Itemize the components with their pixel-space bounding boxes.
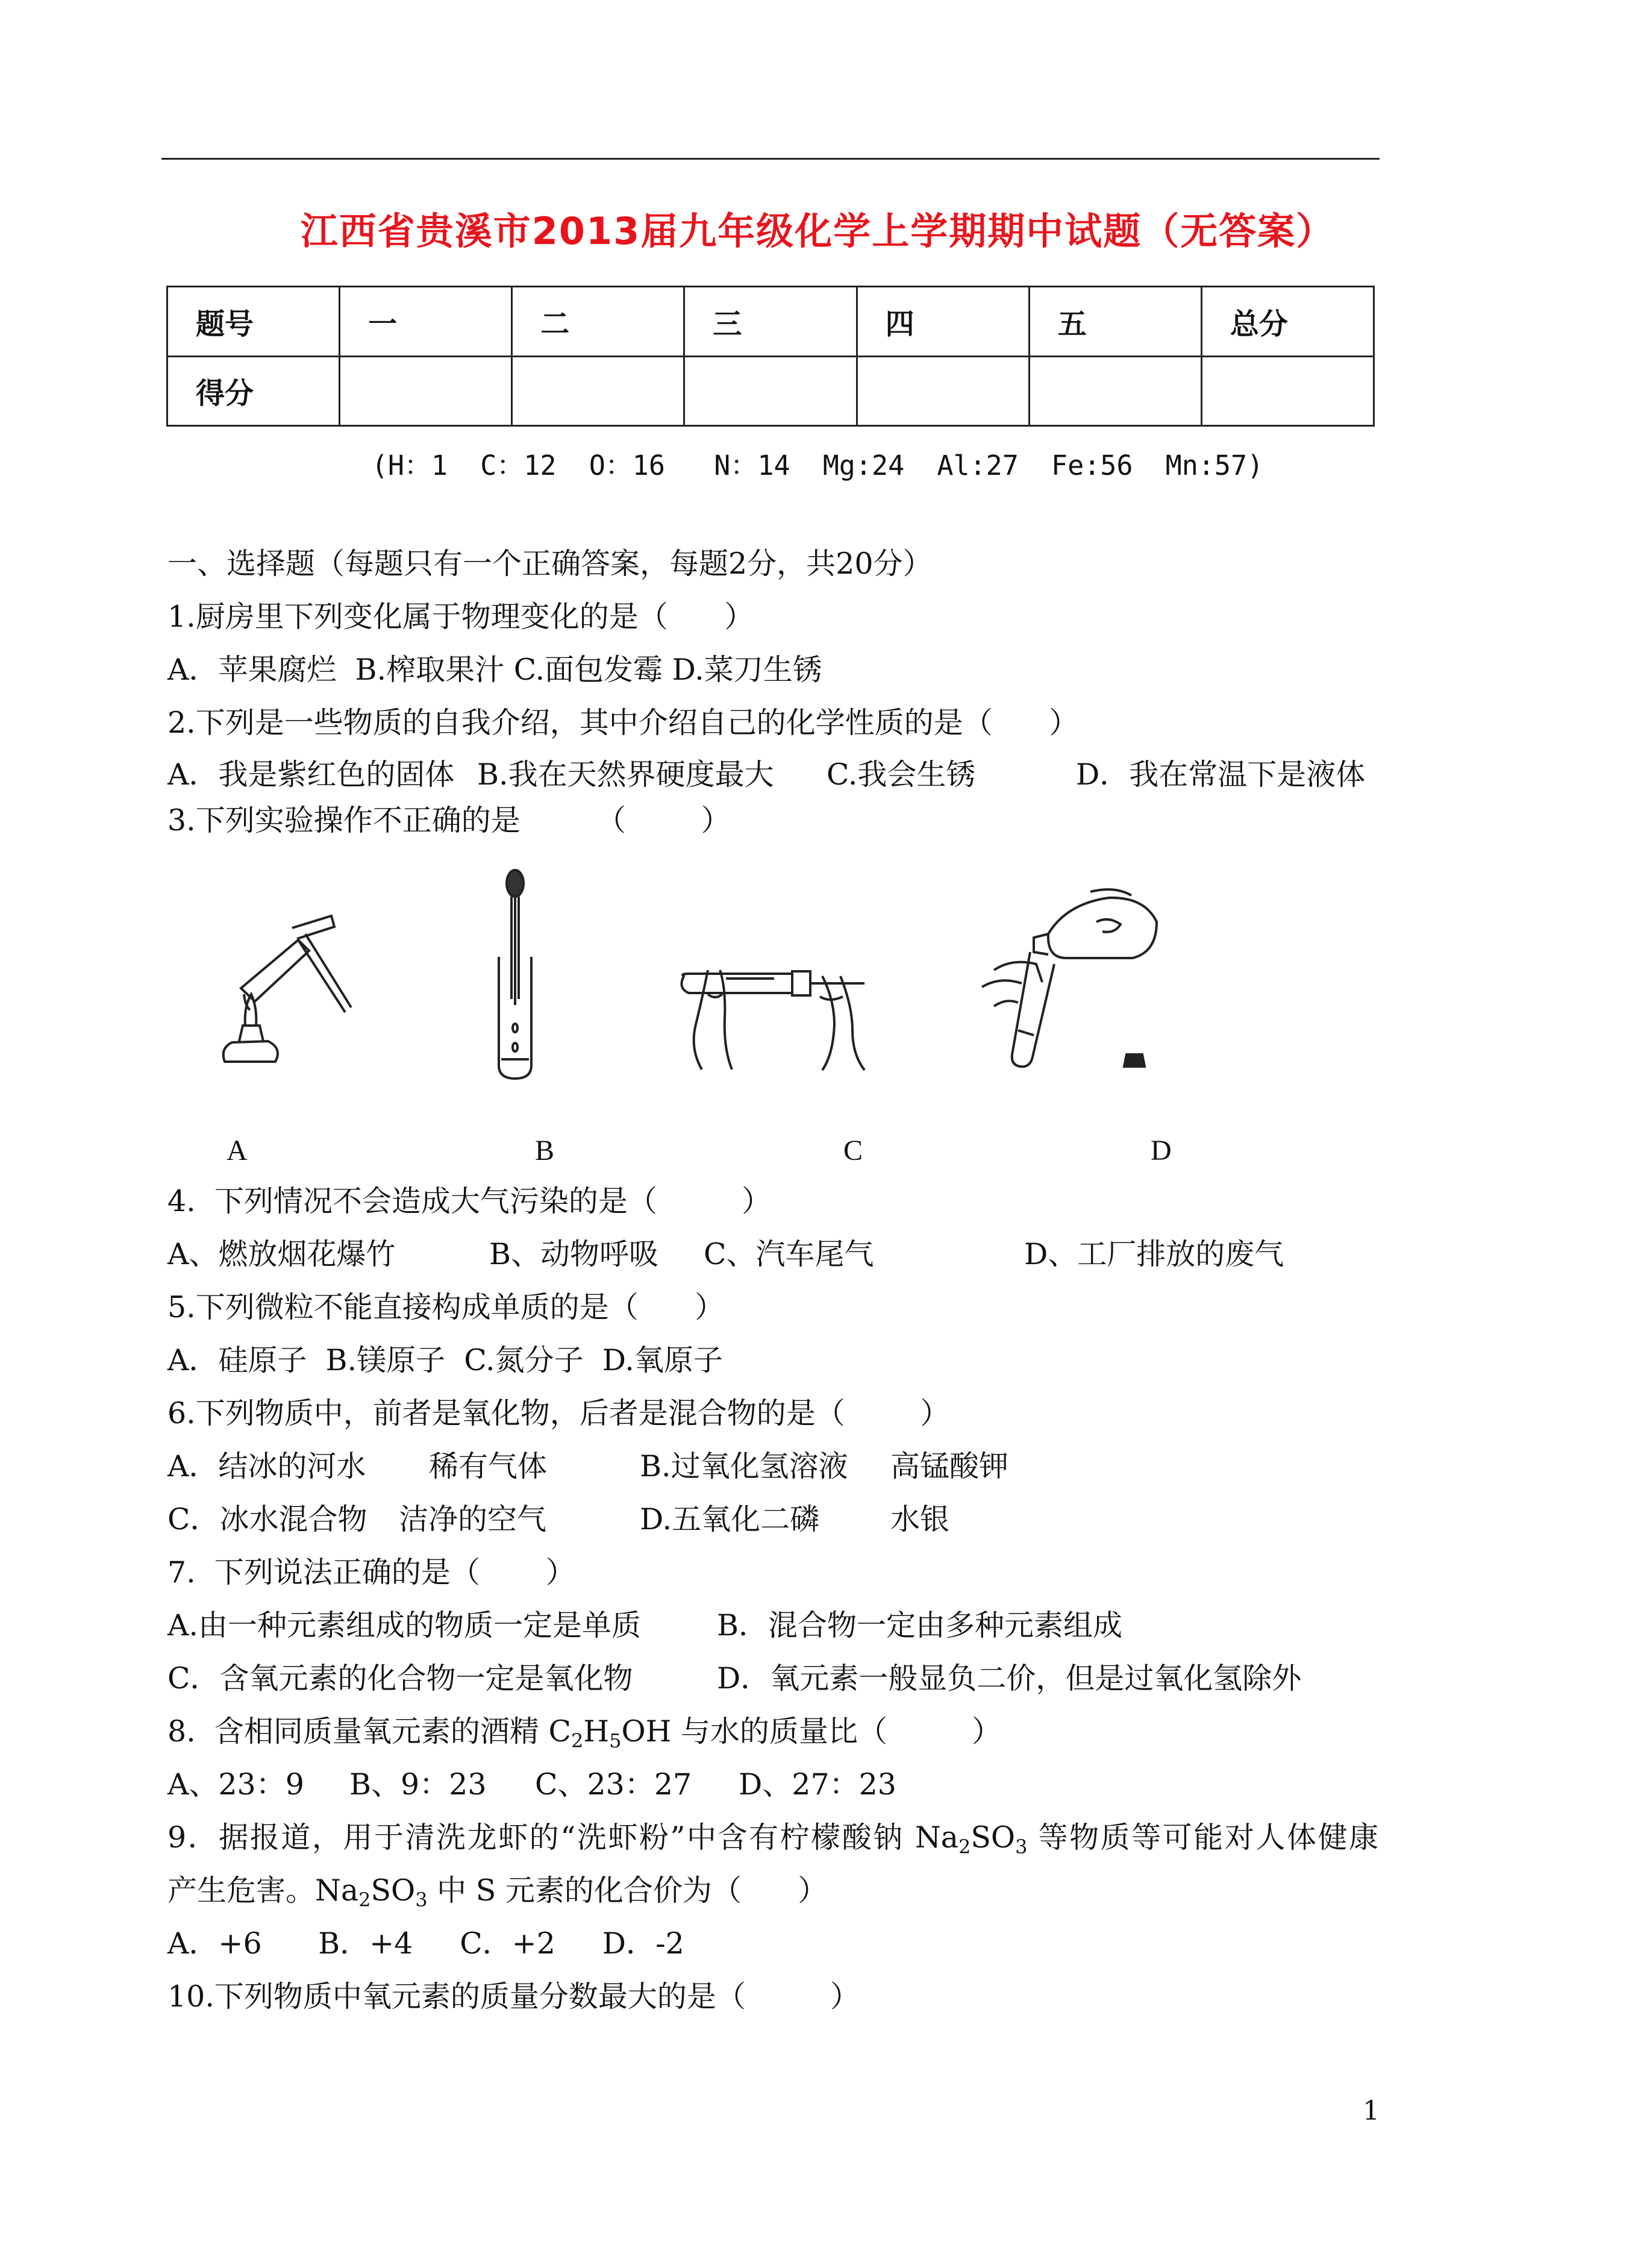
question-6-option-b-second: 高锰酸钾 [890, 1449, 1009, 1483]
question-4-option-c: C、汽车尾气 [704, 1237, 874, 1271]
score-cell: 五 [1029, 287, 1201, 357]
score-cell: 三 [684, 287, 857, 357]
question-10-stem: 10.下列物质中氧元素的质量分数最大的是（ ） [167, 1979, 860, 2014]
question-2-option-a: A．我是紫红色的固体 [167, 757, 455, 792]
question-2-option-c: C.我会生锈 [827, 757, 976, 792]
figure-b-dropper-in-tube [482, 866, 548, 1083]
score-cell: 总分 [1201, 287, 1374, 357]
score-input-cell[interactable] [512, 356, 684, 426]
question-7-option-b: B．混合物一定由多种元素组成 [717, 1608, 1123, 1643]
figure-c-hands-holding-tube [672, 952, 871, 1073]
question-8-option-c: C、23：27 [535, 1767, 692, 1802]
question-2-option-b: B.我在天然界硬度最大 [477, 757, 774, 792]
question-4-option-b: B、动物呼吸 [489, 1237, 659, 1271]
figure-label-a: A [227, 1135, 248, 1167]
figure-a-heating-test-tube [208, 868, 352, 1073]
question-9-options: A．+6 B．+4 C．+2 D．-2 [167, 1926, 684, 1961]
score-cell: 四 [857, 287, 1029, 357]
question-8-stem: 8. 含相同质量氧元素的酒精 $C_2H_5OH$ 与水的质量比（ ） [167, 1714, 1002, 1752]
figure-label-c: C [843, 1135, 863, 1167]
question-8-option-a: A、23：9 [167, 1767, 304, 1802]
question-2-option-d: D．我在常温下是液体 [1076, 757, 1366, 792]
question-3-stem: 3.下列实验操作不正确的是 [167, 803, 521, 838]
score-table [166, 286, 1375, 427]
question-6-option-c-second: 洁净的空气 [399, 1502, 547, 1537]
figure-d-pouring-into-tube [976, 880, 1169, 1073]
score-cell: 一 [340, 287, 512, 357]
question-8-option-d: D、27：23 [739, 1767, 896, 1802]
question-9-stem-line-2: 产生危害。$Na_2SO_3$ 中 S 元素的化合价为（ ） [167, 1873, 828, 1911]
score-input-cell[interactable] [1029, 356, 1201, 426]
atomic-masses: (H：1 C：12 O：16 N：14 Mg:24 Al:27 Fe:56 Mn:57) [371, 450, 1264, 481]
score-cell: 得分 [167, 356, 340, 426]
question-9-stem-line-1: 9．据报道，用于清洗龙虾的“洗虾粉”中含有柠檬酸钠 $Na_2SO_3$ 等物质等可能对人体健康 [167, 1820, 1378, 1858]
question-6-option-a-first: A．结冰的河水 [167, 1449, 366, 1483]
figure-label-d: D [1151, 1135, 1172, 1167]
question-6-option-c-first: C．冰水混合物 [167, 1502, 367, 1537]
question-2-stem: 2.下列是一些物质的自我介绍，其中介绍自己的化学性质的是（ ） [167, 706, 1079, 740]
question-8-option-b: B、9：23 [349, 1767, 487, 1802]
question-4-option-d: D、工厂排放的废气 [1024, 1237, 1284, 1271]
page-number: 1 [1363, 2096, 1380, 2126]
question-6-stem: 6.下列物质中，前者是氧化物，后者是混合物的是（ ） [167, 1396, 950, 1430]
score-input-cell[interactable] [340, 356, 512, 426]
question-5-stem: 5.下列微粒不能直接构成单质的是（ ） [167, 1290, 725, 1324]
question-4-stem: 4. 下列情况不会造成大气污染的是（ ） [167, 1184, 772, 1218]
question-1-stem: 1.厨房里下列变化属于物理变化的是（ ） [167, 600, 754, 634]
score-input-cell[interactable] [857, 356, 1029, 426]
question-6-option-a-second: 稀有气体 [429, 1449, 548, 1483]
header-rule [161, 158, 1380, 160]
question-6-option-d-first: D.五氧化二磷 [640, 1502, 820, 1537]
question-7-option-d: D．氧元素一般显负二价，但是过氧化氢除外 [717, 1661, 1302, 1696]
page-title: 江西省贵溪市2013届九年级化学上学期期中试题（无答案） [300, 209, 1335, 253]
figure-label-b: B [535, 1135, 555, 1167]
question-7-stem: 7. 下列说法正确的是（ ） [167, 1555, 575, 1590]
question-3-blank: （ ） [596, 803, 731, 838]
score-cell: 题号 [167, 287, 340, 357]
score-cell: 二 [512, 287, 684, 357]
question-6-option-b-first: B.过氧化氢溶液 [640, 1449, 848, 1483]
score-input-cell[interactable] [1201, 356, 1374, 426]
question-5-options: A．硅原子 B.镁原子 C.氮分子 D.氧原子 [167, 1343, 723, 1377]
question-6-option-d-second: 水银 [890, 1502, 950, 1537]
question-7-option-c: C．含氧元素的化合物一定是氧化物 [167, 1661, 633, 1696]
score-table-header-row [167, 287, 1374, 357]
section-heading: 一、选择题（每题只有一个正确答案，每题2分，共20分） [167, 547, 933, 581]
score-input-cell[interactable] [684, 356, 857, 426]
score-table-score-row [167, 356, 1374, 426]
question-4-option-a: A、燃放烟花爆竹 [167, 1237, 396, 1271]
question-7-option-a: A.由一种元素组成的物质一定是单质 [167, 1608, 641, 1643]
question-1-options: A．苹果腐烂 B.榨取果汁 C.面包发霉 D.菜刀生锈 [167, 653, 822, 687]
